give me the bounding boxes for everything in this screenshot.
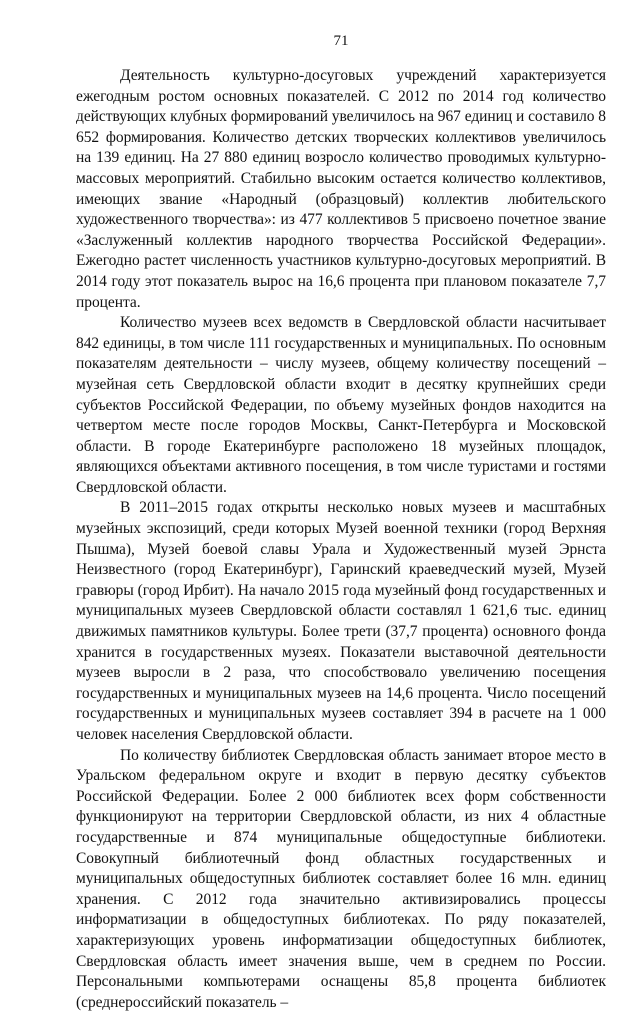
paragraph-new-museums: В 2011–2015 годах открыты несколько новых музеев и масштабных музейных экспозиций, среди которых Музей военной техники (город Верхняя Пышма), Музей боевой славы Урала и Художественный музей Эрнста Неизвестного (город Екатеринбург), Гаринский краеведческий музей, Музей гравюры (город Ирбит). На начало 2015 года музейный фонд государственных и муниципальных музеев Свердловской области составлял 1 621,6 тыс. единиц движимых памятников культуры. Более трети (37,7 процента) основного фонда хранится в государственных музеях. Показатели выставочной деятельности музеев выросли в 2 раза, что способствовало увеличению посещения государственных и муниципальных музеев на 14,6 процента. Число посещений государственных и муниципальных музеев составляет 394 в расчете на 1 000 человек населения Свердловской области. bbox=[76, 499, 606, 743]
paragraph-libraries: По количеству библиотек Свердловская область занимает второе место в Уральском федеральном округе и входит в первую десятку субъектов Российской Федерации. Более 2 000 библиотек всех форм собственности функционируют на территории Свердловской области, из них 4 областные государственные и 874 муниципальные общедоступные библиотеки. Совокупный библиотечный фонд областных государственных и муниципальных общедоступных библиотек составляет более 16 млн. единиц хранения. С 2012 года значительно активизировались процессы информатизации в общедоступных библиотеках. По ряду показателей, характеризующих уровень информатизации общедоступных библиотек, Свердловская область имеет значения выше, чем в среднем по России. Персональными компьютерами оснащены 85,8 процента библиотек (среднероссийский показатель – bbox=[76, 746, 606, 1011]
paragraph-cultural-leisure: Деятельность культурно-досуговых учреждений характеризуется ежегодным ростом основных показателей. С 2012 по 2014 год количество действующих клубных формирований увеличилось на 967 единиц и составило 8 652 формирования. Количество детских творческих коллективов увеличилось на 139 единиц. На 27 880 единиц возросло количество проводимых культурно-массовых мероприятий. Стабильно высоким остается количество коллективов, имеющих звание «Народный (образцовый) коллектив любительского художественного творчества»: из 477 коллективов 5 присвоено почетное звание «Заслуженный коллектив народного творчества Российской Федерации». Ежегодно растет численность участников культурно-досуговых мероприятий. В 2014 году этот показатель вырос на 16,6 процента при плановом показателе 7,7 процента. bbox=[76, 67, 606, 311]
page-number: 71 bbox=[333, 33, 349, 49]
paragraph-museums-count: Количество музеев всех ведомств в Свердловской области насчитывает 842 единицы, в том числе 111 государственных и муниципальных. По основным показателям деятельности – числу музеев, общему количеству посещений – музейная сеть Свердловской области входит в десятку крупнейших среди субъектов Российской Федерации, по объему музейных фондов находится на четвертом месте после городов Москвы, Санкт-Петербурга и Московской области. В городе Екатеринбурге расположено 18 музейных площадок, являющихся объектами активного посещения, в том числе туристами и гостями Свердловской области. bbox=[76, 314, 606, 496]
